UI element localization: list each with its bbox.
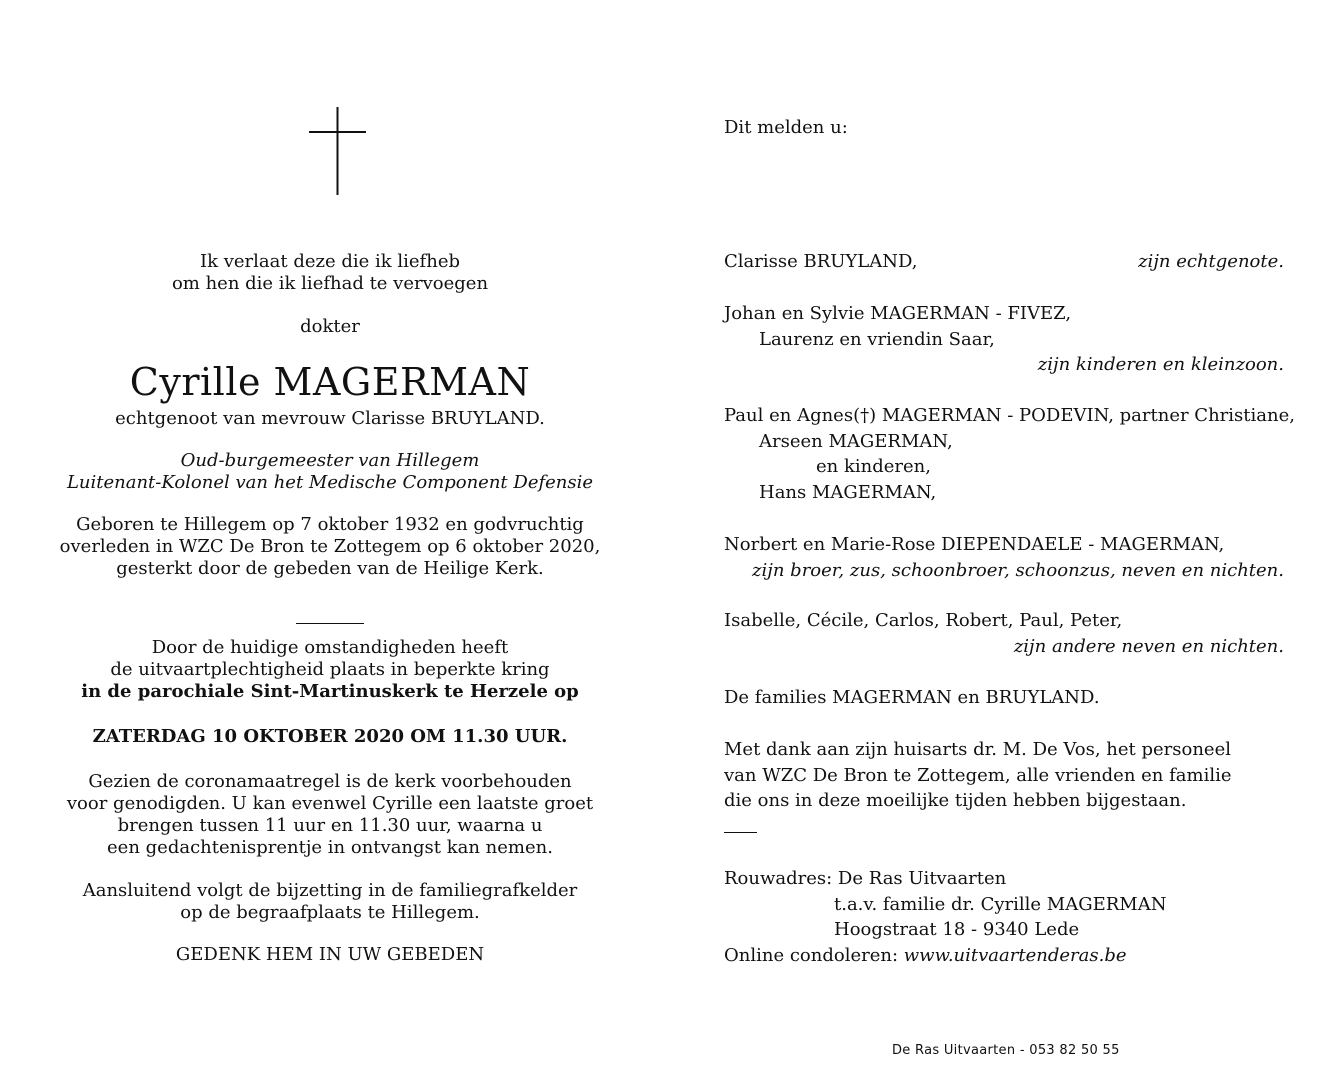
corona-line: brengen tussen 11 uur en 11.30 uur, waarna u bbox=[117, 815, 543, 836]
spouse-name: Clarisse BRUYLAND, bbox=[724, 251, 918, 272]
ceremony-line: Door de huidige omstandigheden heeft bbox=[151, 637, 509, 658]
children-line: Johan en Sylvie MAGERMAN - FIVEZ, bbox=[724, 303, 1072, 324]
address-line: Hoogstraat 18 - 9340 Lede bbox=[834, 919, 1080, 940]
corona-line: Gezien de coronamaatregel is de kerk voorbehouden bbox=[88, 771, 572, 792]
sibling-role: zijn broer, zus, schoonbroer, schoonzus, neven en nichten. bbox=[752, 559, 1284, 581]
quote-line: om hen die ik liefhad te vervoegen bbox=[171, 273, 489, 294]
online-label: Online condoleren: bbox=[724, 944, 904, 966]
families-line: De families MAGERMAN en BRUYLAND. bbox=[724, 687, 1100, 708]
sibling-sub-line: Hans MAGERMAN, bbox=[759, 481, 937, 503]
function-line: Luitenant-Kolonel van het Medische Component Defensie bbox=[66, 472, 594, 493]
sibling-sub-line: Arseen MAGERMAN, bbox=[759, 430, 953, 452]
thanks-line: die ons in deze moeilijke tijden hebben bijgestaan. bbox=[724, 790, 1187, 811]
online-condolence bbox=[724, 943, 1284, 969]
burial-line: Aansluitend volgt de bijzetting in de familiegrafkelder bbox=[82, 880, 578, 901]
life-line: overleden in WZC De Bron te Zottegem op 6 oktober 2020, bbox=[59, 536, 601, 557]
address-label: Rouwadres: De Ras Uitvaarten bbox=[724, 868, 1007, 889]
divider bbox=[724, 832, 757, 833]
function-line: Oud-burgemeester van Hillegem bbox=[180, 450, 480, 471]
sibling-line: Norbert en Marie-Rose DIEPENDAELE - MAGERMAN, bbox=[724, 534, 1225, 555]
footer-contact: De Ras Uitvaarten - 053 82 50 55 bbox=[892, 1043, 1120, 1058]
life-line: Geboren te Hillegem op 7 oktober 1932 en godvruchtig bbox=[76, 514, 584, 535]
title-doctor: dokter bbox=[300, 316, 360, 337]
children-line: Laurenz en vriendin Saar, bbox=[759, 328, 995, 350]
thanks-line: Met dank aan zijn huisarts dr. M. De Vos, het personeel bbox=[724, 739, 1231, 760]
spouse-role: zijn echtgenote. bbox=[1138, 251, 1284, 272]
address-line: t.a.v. familie dr. Cyrille MAGERMAN bbox=[834, 893, 1167, 915]
cross-icon bbox=[307, 107, 367, 195]
corona-line: voor genodigden. U kan evenwel Cyrille een laatste groet bbox=[66, 793, 594, 814]
ceremony-line: de uitvaartplechtigheid plaats in beperkte kring bbox=[110, 659, 550, 680]
closing-line: GEDENK HEM IN UW GEBEDEN bbox=[175, 944, 485, 965]
quote-line: Ik verlaat deze die ik liefheb bbox=[199, 251, 460, 272]
burial-line: op de begraafplaats te Hillegem. bbox=[180, 902, 480, 923]
sibling-line: Paul en Agnes(†) MAGERMAN - PODEVIN, partner Christiane, bbox=[724, 405, 1295, 426]
intro-line: Dit melden u: bbox=[724, 117, 848, 138]
online-url-link[interactable]: www.uitvaartenderas.be bbox=[903, 944, 1127, 966]
cousins-role: zijn andere neven en nichten. bbox=[1013, 635, 1284, 657]
thanks-line: van WZC De Bron te Zottegem, alle vrienden en familie bbox=[724, 764, 1232, 786]
deceased-name: Cyrille MAGERMAN bbox=[129, 360, 531, 404]
ceremony-church: in de parochiale Sint-Martinuskerk te Herzele op bbox=[81, 681, 579, 702]
corona-line: een gedachtenisprentje in ontvangst kan nemen. bbox=[107, 837, 553, 858]
spouse-line: echtgenoot van mevrouw Clarisse BRUYLAND. bbox=[115, 408, 545, 429]
children-role: zijn kinderen en kleinzoon. bbox=[1037, 354, 1284, 375]
ceremony-date: ZATERDAG 10 OKTOBER 2020 OM 11.30 UUR. bbox=[92, 726, 568, 747]
divider bbox=[296, 623, 364, 624]
life-line: gesterkt door de gebeden van de Heilige Kerk. bbox=[116, 558, 544, 579]
cousins-line: Isabelle, Cécile, Carlos, Robert, Paul, Peter, bbox=[724, 610, 1123, 631]
sibling-sub-line: en kinderen, bbox=[816, 456, 931, 477]
